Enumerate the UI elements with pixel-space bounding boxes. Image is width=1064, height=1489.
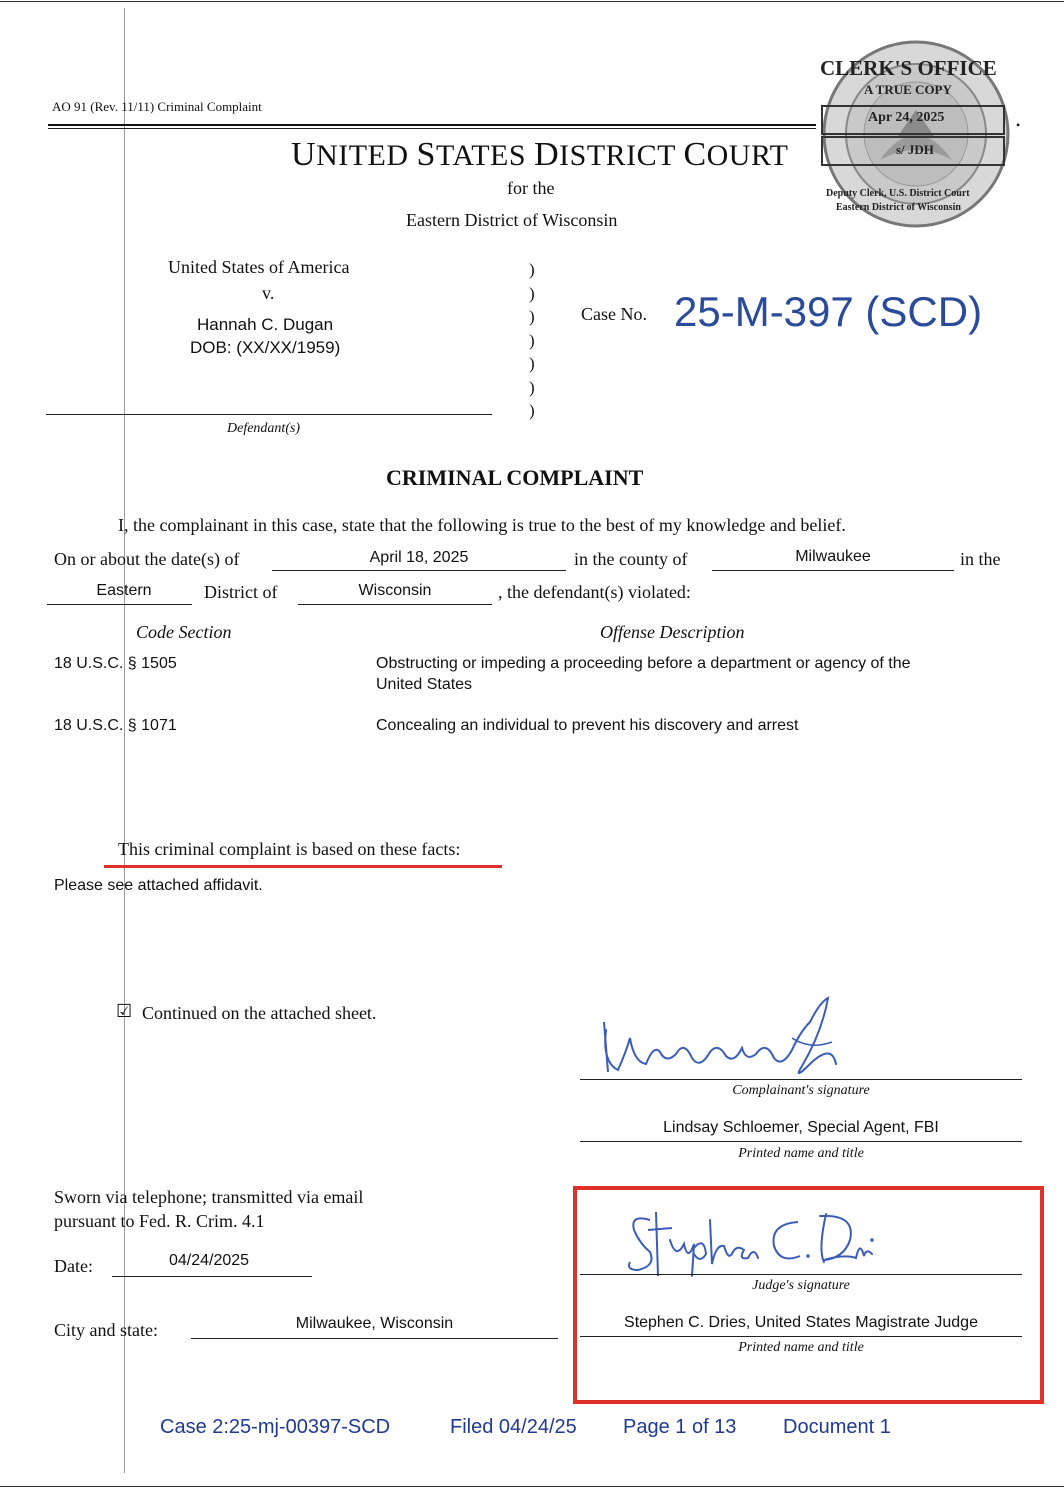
district-of-label: District of bbox=[204, 582, 278, 602]
form-header-rule bbox=[48, 124, 816, 126]
facts-highlight-underline bbox=[104, 865, 502, 868]
offense-description-header: Offense Description bbox=[600, 622, 745, 642]
clerk-stamp bbox=[808, 40, 1023, 230]
judge-signature bbox=[620, 1200, 890, 1280]
footer-page: Page 1 of 13 bbox=[623, 1416, 737, 1438]
facts-text: Please see attached affidavit. bbox=[54, 877, 263, 894]
footer-document: Document 1 bbox=[783, 1416, 891, 1438]
page-top-border bbox=[0, 1, 1064, 2]
facts-label: This criminal complaint is based on these facts: bbox=[118, 839, 461, 859]
complaint-heading: CRIMINAL COMPLAINT bbox=[386, 465, 644, 490]
district-value: Eastern bbox=[96, 582, 152, 599]
signature-icon bbox=[596, 992, 856, 1082]
stamp-title: CLERK'S OFFICE bbox=[820, 56, 997, 80]
state-blank-rule bbox=[298, 604, 492, 605]
county-blank-rule bbox=[712, 570, 954, 571]
sworn-date: 04/24/2025 bbox=[169, 1252, 250, 1269]
page-bottom-border bbox=[0, 1486, 1064, 1487]
continued-label: Continued on the attached sheet. bbox=[142, 1003, 377, 1023]
plaintiff: United States of America bbox=[168, 257, 350, 277]
stamp-line2: Eastern District of Wisconsin bbox=[836, 202, 961, 213]
judge-printed-name: Stephen C. Dries, United States Magistrate Judge bbox=[624, 1314, 978, 1331]
city-state: Milwaukee, Wisconsin bbox=[295, 1315, 454, 1332]
margin-line bbox=[124, 8, 125, 1473]
code-section: 18 U.S.C. § 1071 bbox=[54, 717, 177, 734]
sworn-line2: pursuant to Fed. R. Crim. 4.1 bbox=[54, 1211, 265, 1231]
complainant-printed-rule bbox=[580, 1141, 1022, 1142]
complainant-printed-label: Printed name and title bbox=[738, 1146, 864, 1161]
judge-printed-rule bbox=[580, 1336, 1022, 1337]
offense-description-cont: United States bbox=[376, 676, 473, 693]
defendant-label: Defendant(s) bbox=[227, 421, 301, 436]
footer-filed: Filed 04/24/25 bbox=[450, 1416, 577, 1438]
city-state-rule bbox=[191, 1338, 558, 1339]
district-name: Eastern District of Wisconsin bbox=[406, 210, 618, 230]
continued-checkbox[interactable]: ☑ bbox=[116, 1001, 133, 1021]
county-label: in the county of bbox=[574, 549, 688, 569]
complaint-page: AO 91 (Rev. 11/11) Criminal Complaint • UNITED STATES DISTRICT COURT for the Eastern District of Wisconsin CLERK'S OFFICE A TRUE COPY Apr 24, 2025 s/ JDH Deputy Clerk, U.S. District Court Eastern District of Wisconsin United States of America v. Hannah C. Dugan DOB: (XX/XX/1959) Defendant(s) ) ) ) ) ) ) ) Case No. 25-M-397 (SCD) CRIMINAL COMPLAINT I, the complainant in this case, state that the following is true to the best of my knowledge and belief. On or about the date(s) of April 18, 2025 in the county of Milwaukee in the Eastern District of Wisconsin , the defendant(s) violated: Code Section Offense Description 18 U.S.C. § 1505 Obstructing or impeding a proceeding before a department or agency of the United States 18 U.S.C. § 1071 Concealing an individual to prevent his discovery and arrest This criminal complaint is based on these facts: Please see attached affidavit. ☑ Continued on the attached sheet. Complainant's signature Lindsay Schloemer, Special Agent, FBI Printed name and title Sworn via telephone; transmitted via email pursuant to Fed. R. Crim. 4.1 Date: 04/24/2025 City and state: Milwaukee, Wisconsin Judge's signature Stephen C. Dries, United States Magistrate Judge Printed name and title Case 2:25-mj-00397-SCD Filed 04/24/25 Page 1 of 13 Document 1 bbox=[0, 0, 1064, 1489]
for-the: for the bbox=[507, 178, 555, 198]
violated-label: , the defendant(s) violated: bbox=[498, 582, 691, 602]
complainant-printed-name: Lindsay Schloemer, Special Agent, FBI bbox=[663, 1119, 939, 1136]
complainant-statement: I, the complainant in this case, state that the following is true to the best of my knowledge and belief. bbox=[118, 515, 846, 535]
on-or-about-label: On or about the date(s) of bbox=[54, 549, 240, 569]
county-value: Milwaukee bbox=[795, 548, 871, 565]
footer-case: Case 2:25-mj-00397-SCD bbox=[160, 1416, 391, 1438]
defendant-dob: DOB: (XX/XX/1959) bbox=[190, 338, 341, 357]
versus: v. bbox=[262, 283, 275, 303]
code-section: 18 U.S.C. § 1505 bbox=[54, 655, 177, 672]
district-blank-rule bbox=[47, 604, 192, 605]
defendant-name: Hannah C. Dugan bbox=[197, 315, 334, 334]
case-no-label: Case No. bbox=[581, 304, 647, 324]
city-state-label: City and state: bbox=[54, 1320, 158, 1340]
court-title: UNITED STATES DISTRICT COURT bbox=[291, 136, 789, 173]
case-number: 25-M-397 (SCD) bbox=[674, 288, 983, 335]
complainant-signature-label: Complainant's signature bbox=[732, 1083, 870, 1098]
judge-signature-label: Judge's signature bbox=[752, 1278, 850, 1293]
judge-signature-rule bbox=[580, 1274, 1022, 1275]
date-blank-rule bbox=[272, 570, 566, 571]
state-value: Wisconsin bbox=[358, 582, 432, 599]
form-id: AO 91 (Rev. 11/11) Criminal Complaint bbox=[52, 99, 262, 114]
complainant-signature bbox=[596, 992, 856, 1082]
stamp-date: Apr 24, 2025 bbox=[868, 110, 945, 125]
signature-icon bbox=[620, 1200, 890, 1280]
code-section-header: Code Section bbox=[136, 622, 232, 642]
offense-description: Obstructing or impeding a proceeding before a department or agency of the bbox=[376, 655, 911, 672]
defendant-rule bbox=[46, 414, 492, 415]
date-label: Date: bbox=[54, 1256, 93, 1276]
offense-date: April 18, 2025 bbox=[369, 549, 469, 566]
judge-printed-label: Printed name and title bbox=[738, 1340, 864, 1355]
stamp-subtitle: A TRUE COPY bbox=[864, 82, 952, 97]
parenthesis-column: ) ) ) ) ) ) ) bbox=[529, 260, 535, 420]
complainant-signature-rule bbox=[580, 1079, 1022, 1080]
offense-description: Concealing an individual to prevent his discovery and arrest bbox=[376, 717, 799, 734]
stamp-line1: Deputy Clerk, U.S. District Court bbox=[826, 188, 970, 199]
sworn-line1: Sworn via telephone; transmitted via email bbox=[54, 1187, 364, 1207]
stamp-signed: s/ JDH bbox=[896, 142, 934, 157]
in-the-label: in the bbox=[960, 549, 1001, 569]
date-rule bbox=[112, 1276, 312, 1277]
form-header-rule-2 bbox=[48, 128, 816, 129]
